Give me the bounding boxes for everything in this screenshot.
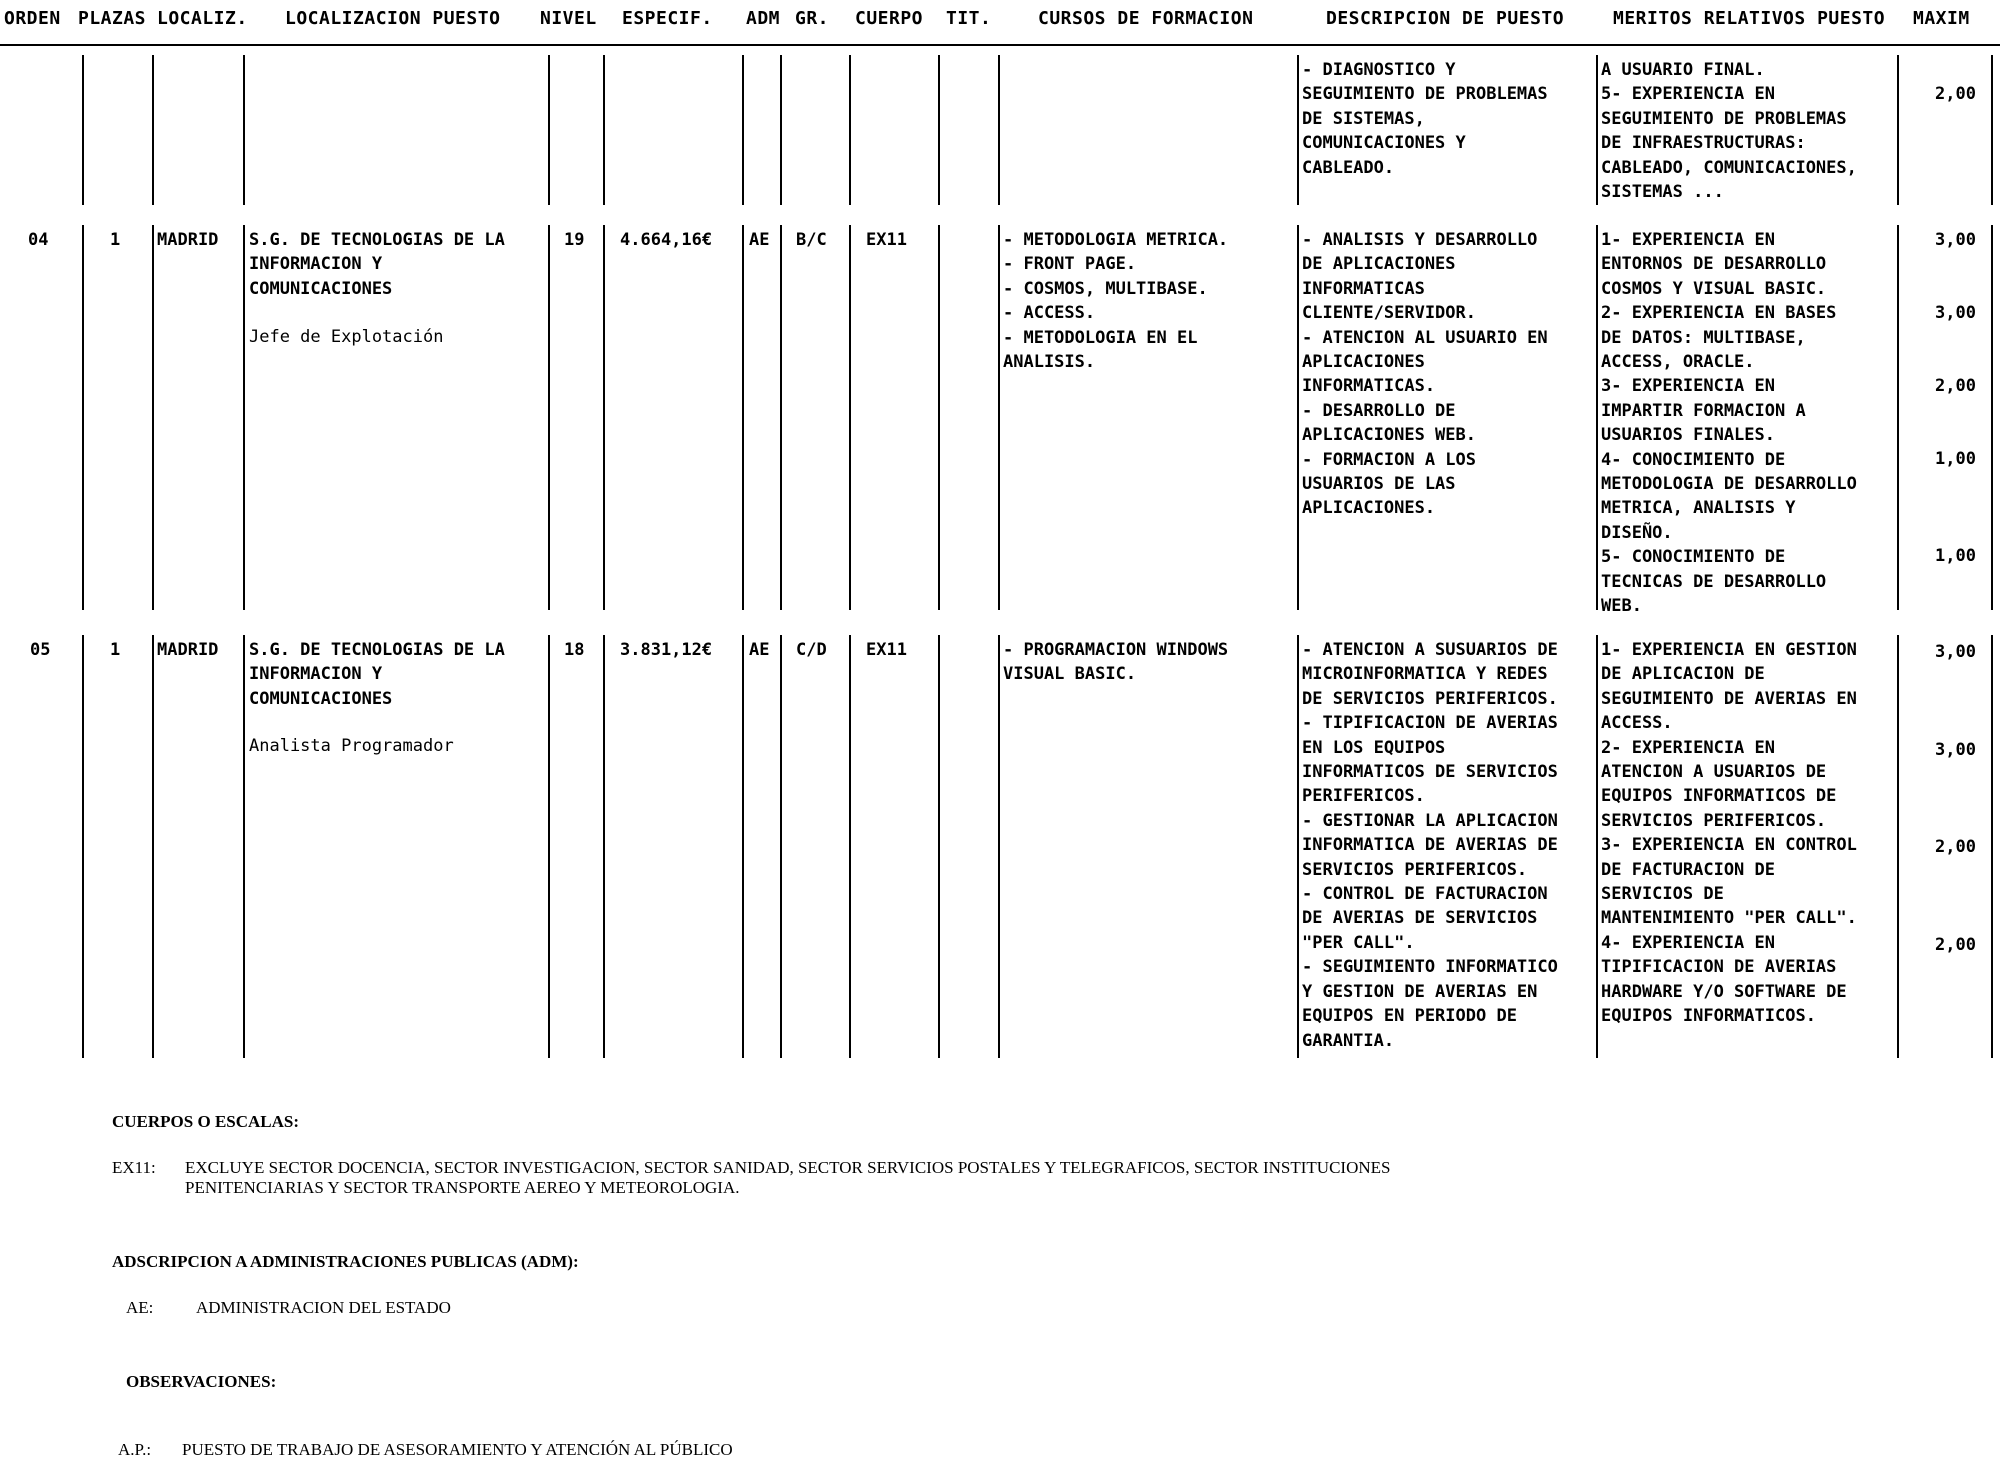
header-rule [0,44,2000,46]
cell-gr: B/C [796,230,827,250]
cell-cuerpo: EX11 [866,640,907,660]
column-rule [548,55,550,205]
column-rule [243,225,245,610]
column-rule [938,55,940,205]
column-rule [1596,225,1598,610]
column-rule [82,55,84,205]
column-rule [603,55,605,205]
ae-code: AE: [126,1298,154,1317]
cell-maxim: 1,00 [1935,546,1976,566]
cell-maxim: 2,00 [1935,935,1976,955]
continuation-descripcion: - DIAGNOSTICO Y SEGUIMIENTO DE PROBLEMAS DE SISTEMAS, COMUNICACIONES Y CABLEADO. [1302,60,1548,178]
column-rule [603,635,605,1058]
cell-meritos: 1- EXPERIENCIA EN GESTION DE APLICACION DE SEGUIMIENTO DE AVERIAS EN ACCESS. 2- EXPERIENCIA EN ATENCION A USUARIOS DE EQUIPOS INFORMATICOS DE SERVICIOS PERIFERICOS. 3- EXPERIENCIA EN CONTROL DE FACTURACION DE SERVICIOS DE MANTENIMIENTO "PER CALL". 4- EXPERIENCIA EN TIPIFICACION DE AVERIAS HARDWARE Y/O SOFTWARE DE EQUIPOS INFORMATICOS. [1601,640,1857,1027]
column-rule [780,55,782,205]
header-meritos: MERITOS RELATIVOS PUESTO [1613,8,1886,29]
column-rule [1897,55,1899,205]
column-rule [938,225,940,610]
cell-localiz: MADRID [157,230,219,250]
column-rule [849,55,851,205]
cell-plazas: 1 [110,230,121,250]
header-cursos: CURSOS DE FORMACION [1038,8,1254,29]
cell-orden: 05 [30,640,51,660]
column-rule [1991,635,1993,1058]
cell-puesto: Analista Programador [249,736,454,756]
column-rule [1991,225,1993,610]
continuation-meritos: A USUARIO FINAL. 5- EXPERIENCIA EN SEGUIMIENTO DE PROBLEMAS DE INFRAESTRUCTURAS: CABLEADO, COMUNICACIONES, SISTEMAS ... [1601,60,1857,203]
column-rule [152,635,154,1058]
column-rule [82,225,84,610]
cell-gr: C/D [796,640,827,660]
column-rule [82,635,84,1058]
cell-maxim: 3,00 [1935,303,1976,323]
cell-nivel: 19 [564,230,585,250]
column-rule [1297,225,1299,610]
column-rule [243,55,245,205]
header-orden: ORDEN [4,8,61,29]
column-rule [1297,635,1299,1058]
column-rule [548,225,550,610]
cell-unidad: S.G. DE TECNOLOGIAS DE LA INFORMACION Y COMUNICACIONES [249,640,505,709]
continuation-maxim: 2,00 [1935,84,1976,104]
column-rule [998,225,1000,610]
cell-orden: 04 [28,230,49,250]
column-rule [243,635,245,1058]
header-adm: ADM [746,8,781,29]
column-rule [1991,55,1993,205]
cell-plazas: 1 [110,640,121,660]
cell-nivel: 18 [564,640,585,660]
column-rule [780,635,782,1058]
header-maxim: MAXIM [1913,8,1970,29]
ae-text: ADMINISTRACION DEL ESTADO [196,1298,451,1317]
cell-cursos: - METODOLOGIA METRICA. - FRONT PAGE. - COSMOS, MULTIBASE. - ACCESS. - METODOLOGIA EN EL ANALISIS. [1003,230,1229,373]
column-rule [742,635,744,1058]
cell-especif: 3.831,12€ [620,640,713,660]
column-rule [548,635,550,1058]
column-rule [780,225,782,610]
cell-cursos: - PROGRAMACION WINDOWS VISUAL BASIC. [1003,640,1229,685]
header-descripcion: DESCRIPCION DE PUESTO [1326,8,1565,29]
column-rule [603,225,605,610]
column-rule [849,635,851,1058]
cell-localiz: MADRID [157,640,219,660]
header-cuerpo: CUERPO [855,8,924,29]
cell-adm: AE [749,230,770,250]
header-tit: TIT. [946,8,992,29]
column-rule [998,55,1000,205]
observaciones-title: OBSERVACIONES: [126,1372,277,1391]
column-rule [1897,635,1899,1058]
column-rule [849,225,851,610]
cell-cuerpo: EX11 [866,230,907,250]
header-plazas: PLAZAS [78,8,147,29]
cell-especif: 4.664,16€ [620,230,713,250]
cell-maxim: 2,00 [1935,837,1976,857]
column-rule [998,635,1000,1058]
header-localizacion-puesto: LOCALIZACION PUESTO [285,8,501,29]
cell-maxim: 1,00 [1935,449,1976,469]
cell-descripcion: - ATENCION A SUSUARIOS DE MICROINFORMATICA Y REDES DE SERVICIOS PERIFERICOS. - TIPIFICACION DE AVERIAS EN LOS EQUIPOS INFORMATICOS DE SERVICIOS PERIFERICOS. - GESTIONAR LA APLICACION INFORMATICA DE AVERIAS DE SERVICIOS PERIFERICOS. - CONTROL DE FACTURACION DE AVERIAS DE SERVICIOS "PER CALL". - SEGUIMIENTO INFORMATICO Y GESTION DE AVERIAS EN EQUIPOS EN PERIODO DE GARANTIA. [1302,640,1558,1051]
header-nivel: NIVEL [540,8,597,29]
column-rule [1596,55,1598,205]
column-rule [742,225,744,610]
cell-meritos: 1- EXPERIENCIA EN ENTORNOS DE DESARROLLO COSMOS Y VISUAL BASIC. 2- EXPERIENCIA EN BASES DE DATOS: MULTIBASE, ACCESS, ORACLE. 3- EXPERIENCIA EN IMPARTIR FORMACION A USUARIOS FINALES. 4- CONOCIMIENTO DE METODOLOGIA DE DESARROLLO METRICA, ANALISIS Y DISEÑO. 5- CONOCIMIENTO DE TECNICAS DE DESARROLLO WEB. [1601,230,1857,617]
ap-code: A.P.: [118,1440,152,1459]
header-localiz: LOCALIZ. [157,8,248,29]
cell-descripcion: - ANALISIS Y DESARROLLO DE APLICACIONES INFORMATICAS CLIENTE/SERVIDOR. - ATENCION AL USUARIO EN APLICACIONES INFORMATICAS. - DESARROLLO DE APLICACIONES WEB. - FORMACION A LOS USUARIOS DE LAS APLICACIONES. [1302,230,1548,519]
column-rule [152,55,154,205]
column-rule [1297,55,1299,205]
header-especif: ESPECIF. [622,8,713,29]
cell-puesto: Jefe de Explotación [249,327,444,347]
ex11-text: EXCLUYE SECTOR DOCENCIA, SECTOR INVESTIGACION, SECTOR SANIDAD, SECTOR SERVICIOS POSTALES Y TELEGRAFICOS, SECTOR INSTITUCIONES PENITENCIARIAS Y SECTOR TRANSPORTE AEREO Y METEOROLOGIA. [185,1158,1391,1197]
cuerpos-title: CUERPOS O ESCALAS: [112,1112,300,1131]
column-rule [1596,635,1598,1058]
column-rule [152,225,154,610]
cell-unidad: S.G. DE TECNOLOGIAS DE LA INFORMACION Y COMUNICACIONES [249,230,505,299]
ex11-code: EX11: [112,1158,156,1177]
cell-maxim: 3,00 [1935,642,1976,662]
header-gr: GR. [795,8,830,29]
ap-text: PUESTO DE TRABAJO DE ASESORAMIENTO Y ATENCIÓN AL PÚBLICO [182,1440,733,1459]
column-rule [742,55,744,205]
cell-maxim: 3,00 [1935,230,1976,250]
cell-adm: AE [749,640,770,660]
cell-maxim: 2,00 [1935,376,1976,396]
cell-maxim: 3,00 [1935,740,1976,760]
column-rule [1897,225,1899,610]
adscripcion-title: ADSCRIPCION A ADMINISTRACIONES PUBLICAS (ADM): [112,1252,579,1271]
column-rule [938,635,940,1058]
